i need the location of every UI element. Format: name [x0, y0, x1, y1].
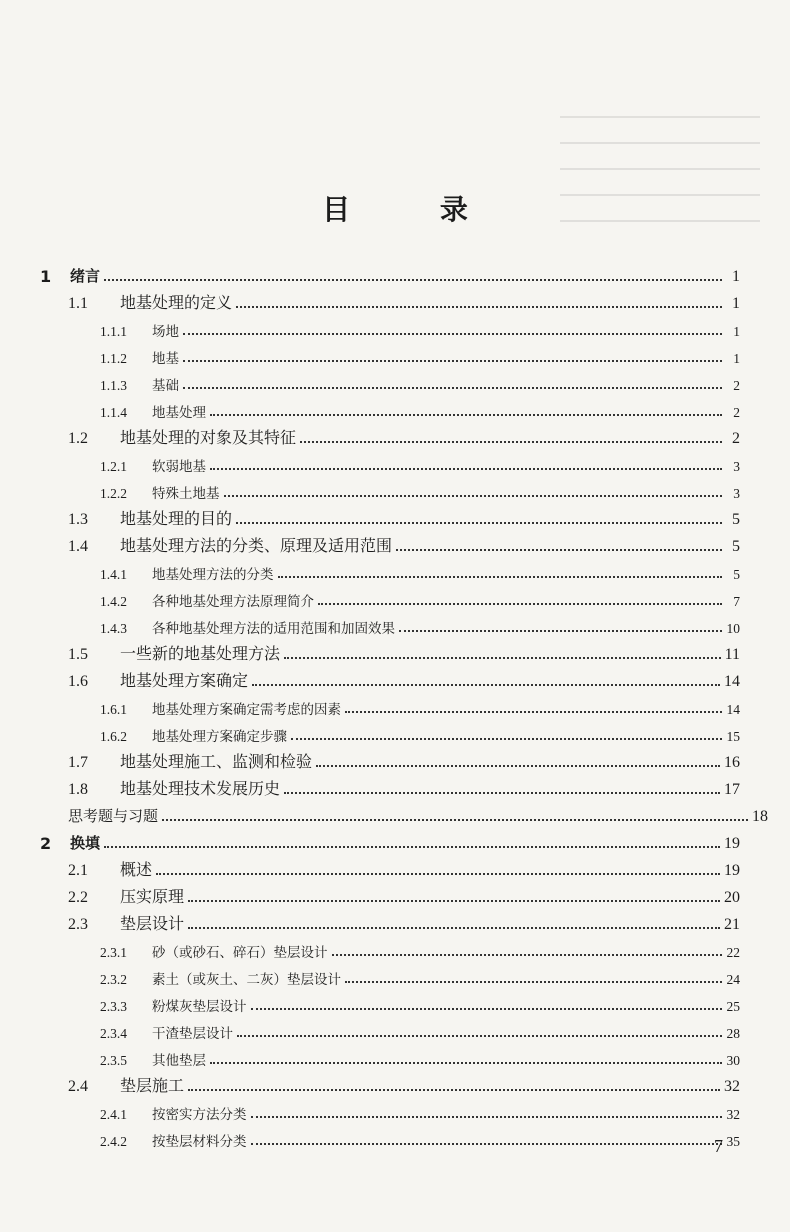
toc-entry-page: 30 [726, 1053, 740, 1068]
toc-entry-page: 3 [733, 486, 740, 501]
toc-entry-label: 地基处理方法的分类 [152, 567, 274, 583]
toc-entry-number: 1.2.1 [100, 459, 127, 474]
toc-entry-page: 2 [733, 378, 740, 393]
toc-entry-page: 17 [724, 781, 740, 798]
dot-leader [237, 1035, 722, 1037]
toc-entry-number: 1.5 [68, 646, 88, 663]
toc-entry-label: 一些新的地基处理方法 [120, 644, 281, 663]
toc-entry-number: 2.3.4 [100, 1026, 127, 1041]
dot-leader [224, 495, 723, 497]
toc-entry-number: 1.4 [68, 538, 88, 555]
toc-entry-page: 5 [733, 567, 740, 582]
toc-entry-number: 1.6.1 [100, 702, 127, 717]
toc-entry-label: 地基处理施工、监测和检验 [120, 752, 313, 771]
toc-entry-number: 1.4.1 [100, 567, 127, 582]
toc-entry-number: 1.1.3 [100, 378, 127, 393]
toc-entry-number: 2.1 [68, 862, 88, 879]
toc-entry [100, 397, 740, 421]
toc-entry-number: 1.3 [68, 511, 88, 528]
dot-leader [318, 603, 722, 605]
dot-leader [345, 711, 722, 713]
toc-entry-label: 绪言 [70, 267, 101, 285]
toc-entry-number: 1.6.2 [100, 729, 127, 744]
toc-entry [68, 289, 740, 313]
toc-entry-page: 21 [724, 916, 740, 933]
toc-entry-label: 地基处理技术发展历史 [120, 779, 281, 798]
toc-entry-page: 2 [733, 405, 740, 420]
toc-entry-number: 2.2 [68, 889, 88, 906]
toc-entry [100, 694, 740, 718]
toc-entry-label: 换填 [70, 834, 101, 852]
toc-entry-label: 地基处理方案确定 [120, 671, 249, 690]
toc-entry-label: 地基处理方法的分类、原理及适用范围 [120, 536, 393, 555]
toc-entry [100, 559, 740, 583]
toc-entry-label: 基础 [152, 378, 179, 394]
toc-entry-page: 1 [732, 295, 740, 312]
toc-entry-number: 1.7 [68, 754, 88, 771]
toc-entry-label: 地基处理的定义 [120, 293, 233, 312]
toc-entry-page: 1 [733, 351, 740, 366]
toc-entry-number: 2.3 [68, 916, 88, 933]
page-title: 目 录 [322, 193, 508, 226]
toc-entry-label: 素土（或灰土、二灰）垫层设计 [152, 972, 341, 988]
toc-entry-label: 各种地基处理方法的适用范围和加固效果 [152, 621, 395, 637]
toc-entry [100, 1099, 740, 1123]
toc-entry-number: 1 [40, 267, 52, 286]
toc-entry-page: 19 [724, 835, 740, 852]
toc-entry-page: 28 [726, 1026, 740, 1041]
toc-entry-label: 砂（或砂石、碎石）垫层设计 [152, 945, 328, 961]
toc-entry-label: 地基处理方案确定需考虑的因素 [152, 702, 341, 718]
toc-entry-label: 垫层设计 [120, 914, 185, 933]
dot-leader [156, 873, 720, 875]
toc-entry [68, 640, 740, 664]
toc-entry [40, 262, 740, 286]
dot-leader [332, 954, 723, 956]
toc-entry [100, 1045, 740, 1069]
toc-entry [68, 883, 740, 907]
dot-leader [104, 279, 722, 281]
toc-entry-page: 32 [726, 1107, 740, 1122]
toc-entry [68, 667, 740, 691]
toc-entry-number: 1.8 [68, 781, 88, 798]
toc-entry-number: 1.1.4 [100, 405, 127, 420]
dot-leader [300, 441, 722, 443]
toc-entry-label: 其他垫层 [152, 1053, 206, 1069]
toc-entry-page: 1 [732, 268, 740, 285]
dot-leader [345, 981, 722, 983]
dot-leader [104, 846, 720, 848]
dot-leader [399, 630, 722, 632]
toc-entry [68, 424, 740, 448]
toc-entry-page: 1 [733, 324, 740, 339]
toc-entry [100, 586, 740, 610]
toc-entry-page: 14 [726, 702, 740, 717]
toc-entry-label: 垫层施工 [120, 1076, 185, 1095]
dot-leader [316, 765, 720, 767]
toc-entry [100, 343, 740, 367]
toc-entry [68, 532, 740, 556]
toc-entry-page: 16 [724, 754, 740, 771]
toc-entry-label: 地基处理方案确定步骤 [152, 729, 287, 745]
toc-entry-number: 1.4.2 [100, 594, 127, 609]
dot-leader [251, 1008, 723, 1010]
toc-entry-number: 1.2 [68, 430, 88, 447]
toc-entry-number: 2.3.3 [100, 999, 127, 1014]
toc-entry-number: 1.4.3 [100, 621, 127, 636]
toc-entry-label: 概述 [120, 860, 153, 879]
toc-entry-label: 场地 [152, 324, 179, 340]
toc-entry-label: 按垫层材料分类 [152, 1134, 247, 1150]
toc-entry [68, 856, 740, 880]
toc-entry [68, 910, 740, 934]
toc-entry [68, 505, 740, 529]
toc-entry [100, 937, 740, 961]
toc-entry-page: 11 [724, 646, 740, 663]
dot-leader [236, 522, 722, 524]
toc-entry-number: 1.6 [68, 673, 88, 690]
toc-entry-number: 2.3.5 [100, 1053, 127, 1068]
dot-leader [278, 576, 723, 578]
page-number: 7 [714, 1136, 723, 1156]
toc-entry [100, 1126, 740, 1150]
toc-entry-number: 1.1.1 [100, 324, 127, 339]
toc-entry [68, 748, 740, 772]
dot-leader [162, 819, 748, 821]
dot-leader [252, 684, 720, 686]
toc-entry-number: 2.3.1 [100, 945, 127, 960]
toc-entry-page: 5 [732, 511, 740, 528]
dot-leader [291, 738, 722, 740]
toc-entry-number: 2.4 [68, 1078, 88, 1095]
toc-entry-label: 地基处理的目的 [120, 509, 233, 528]
dot-leader [251, 1143, 723, 1145]
toc-entry [100, 370, 740, 394]
dot-leader [183, 387, 722, 389]
toc-entry-page: 14 [724, 673, 740, 690]
toc-entry-page: 35 [726, 1134, 740, 1149]
toc-entry [40, 829, 740, 853]
toc-entry-label: 按密实方法分类 [152, 1107, 247, 1123]
toc-entry [68, 775, 740, 799]
toc-entry-label: 地基处理 [152, 405, 206, 421]
toc-entry-number: 2 [40, 834, 52, 853]
dot-leader [210, 1062, 722, 1064]
dot-leader [188, 900, 720, 902]
toc-entry-page: 25 [726, 999, 740, 1014]
toc-entry [100, 316, 740, 340]
toc-entry [68, 802, 768, 826]
toc-entry [100, 478, 740, 502]
dot-leader [236, 306, 722, 308]
toc-entry-page: 18 [752, 808, 768, 825]
toc-entry-page: 7 [733, 594, 740, 609]
toc-entry-page: 3 [733, 459, 740, 474]
toc-entry [100, 451, 740, 475]
toc-entry-label: 特殊土地基 [152, 486, 220, 502]
dot-leader [188, 927, 720, 929]
toc-entry-label: 粉煤灰垫层设计 [152, 999, 247, 1015]
toc-entry-label: 干渣垫层设计 [152, 1026, 233, 1042]
dot-leader [210, 468, 722, 470]
toc-entry [68, 1072, 740, 1096]
bleed-through-shadow [560, 92, 760, 262]
toc-entry-page: 2 [732, 430, 740, 447]
toc-entry-page: 19 [724, 862, 740, 879]
toc-entry [100, 613, 740, 637]
dot-leader [284, 657, 721, 659]
toc-entry-label: 各种地基处理方法原理简介 [152, 594, 314, 610]
dot-leader [183, 360, 722, 362]
toc-entry-label: 压实原理 [120, 887, 185, 906]
toc-entry-page: 10 [726, 621, 740, 636]
dot-leader [251, 1116, 723, 1118]
toc-entry-number: 1.2.2 [100, 486, 127, 501]
toc-entry-number: 1.1 [68, 295, 88, 312]
toc-entry-page: 15 [726, 729, 740, 744]
dot-leader [210, 414, 722, 416]
toc-entry-page: 22 [726, 945, 740, 960]
dot-leader [284, 792, 720, 794]
toc-entry-number: 2.3.2 [100, 972, 127, 987]
toc-entry [100, 964, 740, 988]
toc-entry-page: 20 [724, 889, 740, 906]
toc-entry-label: 地基 [152, 351, 179, 367]
toc-entry-page: 24 [726, 972, 740, 987]
toc-entry-page: 5 [732, 538, 740, 555]
toc-entry-number: 2.4.2 [100, 1134, 127, 1149]
toc-entry [100, 1018, 740, 1042]
toc-entry-page: 32 [724, 1078, 740, 1095]
toc-entry-label: 地基处理的对象及其特征 [120, 428, 297, 447]
dot-leader [396, 549, 722, 551]
toc-entry-number: 1.1.2 [100, 351, 127, 366]
toc-entry-label: 思考题与习题 [68, 807, 159, 825]
toc-entry-label: 软弱地基 [152, 459, 206, 475]
toc-entry-number: 2.4.1 [100, 1107, 127, 1122]
toc-entry [100, 721, 740, 745]
toc-entry [100, 991, 740, 1015]
dot-leader [188, 1089, 720, 1091]
dot-leader [183, 333, 722, 335]
